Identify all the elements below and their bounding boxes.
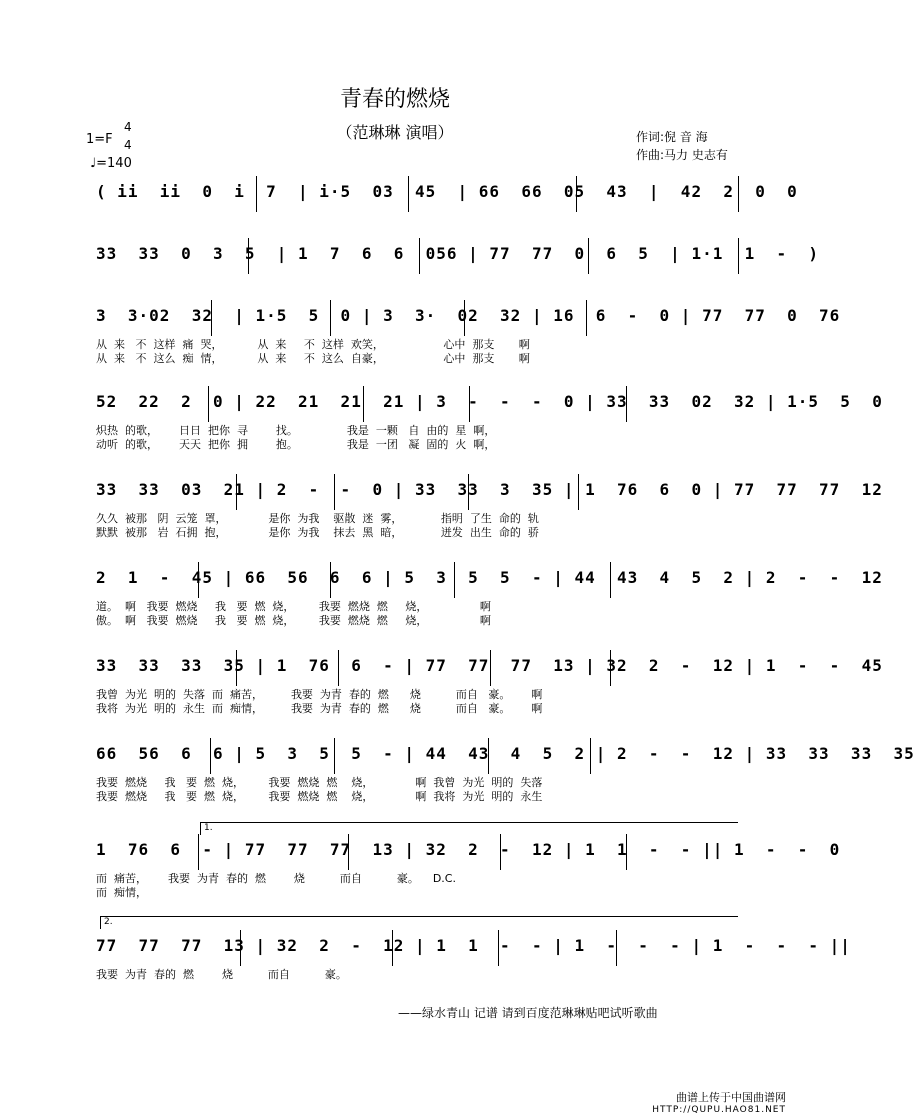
notes-line-9: 1 76 6 - | 77 77 77 13 | 32 2 - 12 | 1 1 - - || 1 - - 0 (96, 840, 841, 859)
watermark-title: 曲谱上传于中国曲谱网 (676, 1091, 786, 1104)
lyrics-line-3-verse-2: 从 来 不 这么 痴 情， 从 来 不 这么 自豪， 心中 那支 啊 (96, 352, 530, 365)
lyrics-line-5-verse-1: 久久 被那 阴 云笼 罩， 是你 为我 驱散 迷 雾， 指明 了生 命的 轨 (96, 512, 539, 525)
lyrics-line-4-verse-2: 动听 的歌， 天天 把你 拥 抱。 我是 一团 凝 固的 火 啊， (96, 438, 496, 451)
notes-line-10: 77 77 77 13 | 32 2 - 12 | 1 1 - - | 1 - - - | 1 - - - || (96, 936, 851, 955)
notes-line-1: ( ii ii 0 i 7 | i·5 03 45 | 66 66 05 43 | 42 2 0 0 (96, 182, 798, 201)
lyrics-line-3-verse-1: 从 来 不 这样 痛 哭， 从 来 不 这样 欢笑， 心中 那支 啊 (96, 338, 530, 351)
lyrics-line-8-verse-1: 我要 燃烧 我 要 燃 烧， 我要 燃烧 燃 烧， 啊 我曾 为光 明的 失落 (96, 776, 543, 789)
lyrics-line-10-verse-1: 我要 为青 春的 燃 烧 而自 豪。 (96, 968, 347, 981)
lyrics-line-5-verse-2: 默默 被那 岩 石拥 抱， 是你 为我 抹去 黑 暗， 迸发 出生 命的 骄 (96, 526, 539, 539)
lyrics-line-4-verse-1: 炽热 的歌， 日日 把你 寻 找。 我是 一颗 自 由的 星 啊， (96, 424, 496, 437)
lyrics-line-6-verse-1: 道。 啊 我要 燃烧 我 要 燃 烧， 我要 燃烧 燃 烧， 啊 (96, 600, 491, 613)
time-signature-bottom: 4 (124, 138, 132, 152)
lyricist-credit: 作词:倪 音 海 (636, 130, 708, 144)
lyrics-line-9-verse-1: 而 痛苦， 我要 为青 春的 燃 烧 而自 豪。 D.C. (96, 872, 456, 885)
song-subtitle: （范琳琳 演唱） (336, 123, 454, 142)
notes-line-2: 33 33 0 3 5 | 1 7 6 6 056 | 77 77 0 6 5 | 1·1 1 - ) (96, 244, 820, 263)
notes-line-3: 3 3·02 32 | 1·5 5 0 | 3 3· 02 32 | 16 6 - 0 | 77 77 0 76 (96, 306, 841, 325)
notes-line-4: 52 22 2 0 | 22 21 21 21 | 3 - - - 0 | 33 33 02 32 | 1·5 5 0 (96, 392, 883, 411)
time-signature-top: 4 (124, 120, 132, 134)
lyrics-line-9-verse-2: 而 痴情， (96, 886, 147, 899)
watermark-url: HTTP://QUPU.HAO81.NET (652, 1105, 786, 1115)
lyrics-line-7-verse-1: 我曾 为光 明的 失落 而 痛苦， 我要 为青 春的 燃 烧 而自 豪。 啊 (96, 688, 543, 701)
notes-line-5: 33 33 03 21 | 2 - - 0 | 33 33 3 35 | 1 76 6 0 | 77 77 77 12 (96, 480, 883, 499)
first-ending-bracket: 1. (200, 822, 738, 835)
song-title: 青春的燃烧 (339, 87, 450, 112)
composer-credit: 作曲:马力 史志有 (636, 148, 728, 162)
transcriber-credit: ——绿水青山 记谱 请到百度范琳琳贴吧试听歌曲 (398, 1006, 658, 1020)
key-signature: 1=F (86, 132, 113, 147)
site-watermark (652, 1089, 786, 1115)
lyrics-line-7-verse-2: 我将 为光 明的 永生 而 痴情， 我要 为青 春的 燃 烧 而自 豪。 啊 (96, 702, 543, 715)
tempo-mark: ♩=140 (90, 156, 132, 171)
notes-line-6: 2 1 - 45 | 66 56 6 6 | 5 3 5 5 - | 44 43 4 5 2 | 2 - - 12 (96, 568, 883, 587)
second-ending-bracket: 2. (100, 916, 738, 929)
lyrics-line-8-verse-2: 我要 燃烧 我 要 燃 烧， 我要 燃烧 燃 烧， 啊 我将 为光 明的 永生 (96, 790, 543, 803)
notes-line-8: 66 56 6 6 | 5 3 5 5 - | 44 43 4 5 2 | 2 - - 12 | 33 33 33 35 (96, 744, 915, 763)
notes-line-7: 33 33 33 35 | 1 76 6 - | 77 77 77 13 | 32 2 - 12 | 1 - - 45 (96, 656, 883, 675)
lyrics-line-6-verse-2: 傲。 啊 我要 燃烧 我 要 燃 烧， 我要 燃烧 燃 烧， 啊 (96, 614, 491, 627)
